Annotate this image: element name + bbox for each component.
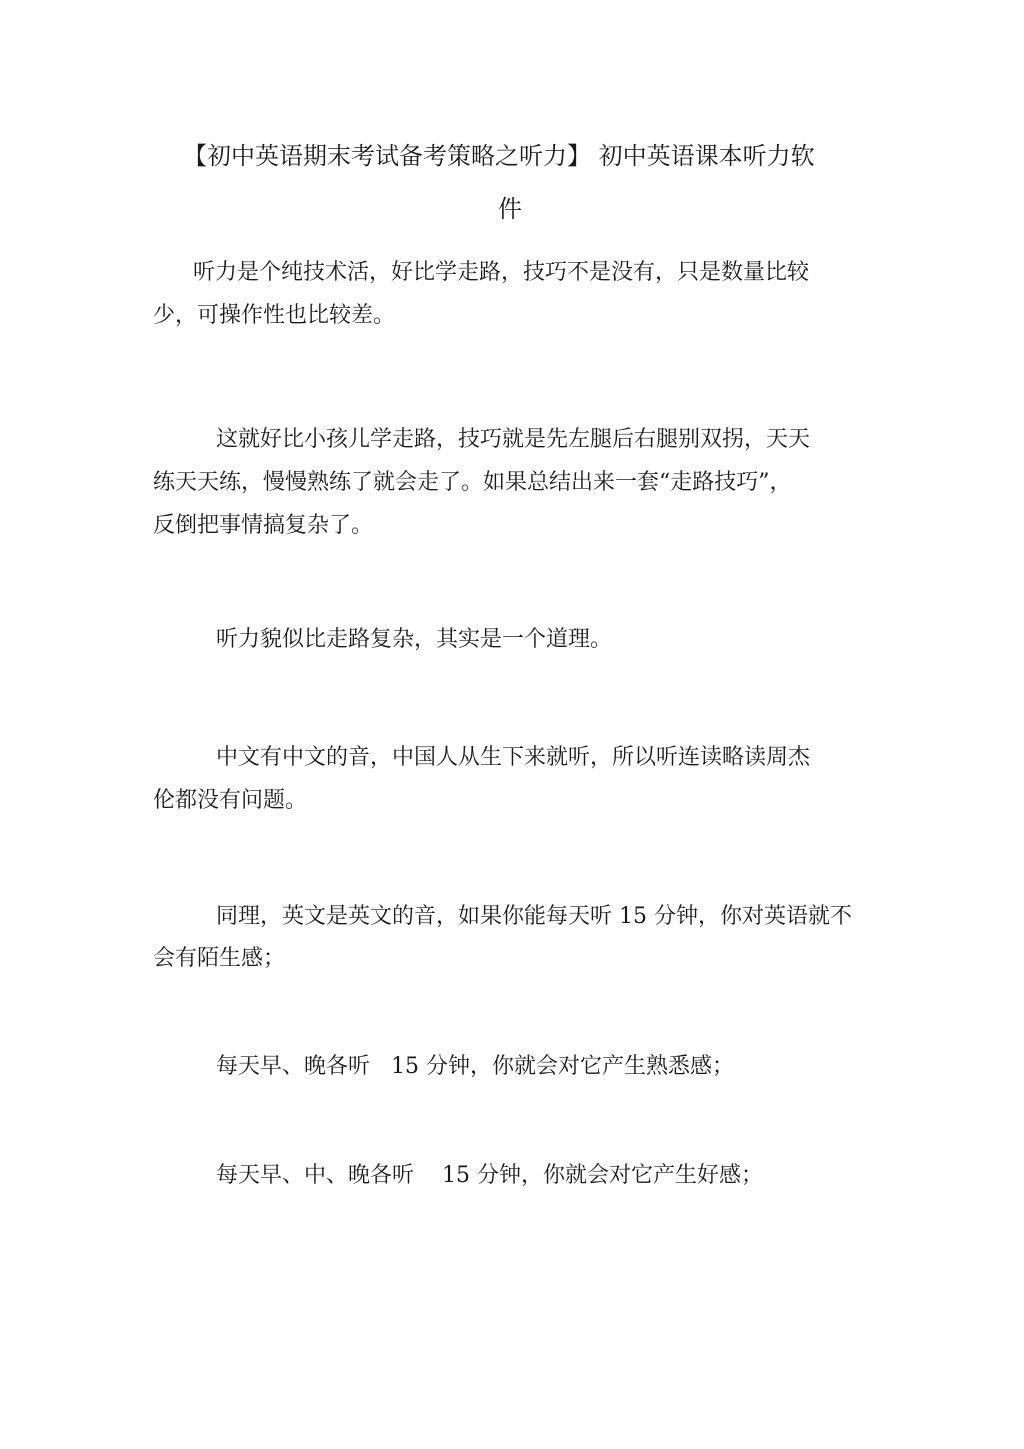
paragraph-4-line-2: 伦都没有问题。 [153, 788, 308, 813]
document-title-line-1: 【初中英语期末考试备考策略之听力】 初中英语课本听力软 [183, 142, 815, 170]
paragraph-5-line-2: 会有陌生感； [153, 946, 286, 971]
paragraph-1-line-1: 听力是个纯技术活，好比学走路，技巧不是没有，只是数量比较 [193, 260, 810, 285]
paragraph-6-line-1: 每天早、晚各听 15 分钟，你就会对它产生熟悉感； [216, 1054, 734, 1079]
paragraph-5-line-1: 同理，英文是英文的音，如果你能每天听 15 分钟，你对英语就不 [216, 904, 852, 929]
paragraph-2-line-1: 这就好比小孩儿学走路，技巧就是先左腿后右腿别双拐，天天 [216, 427, 811, 452]
paragraph-1-line-2: 少，可操作性也比较差。 [153, 303, 396, 328]
paragraph-7-line-1: 每天早、中、晚各听 15 分钟，你就会对它产生好感； [216, 1163, 763, 1188]
paragraph-2-line-2: 练天天练，慢慢熟练了就会走了。如果总结出来一套“走路技巧”， [153, 470, 792, 495]
document-title-line-2: 件 [498, 195, 522, 223]
paragraph-3-line-1: 听力貌似比走路复杂，其实是一个道理。 [216, 627, 613, 652]
paragraph-2-line-3: 反倒把事情搞复杂了。 [153, 513, 374, 538]
paragraph-4-line-1: 中文有中文的音，中国人从生下来就听，所以听连读略读周杰 [216, 745, 811, 770]
